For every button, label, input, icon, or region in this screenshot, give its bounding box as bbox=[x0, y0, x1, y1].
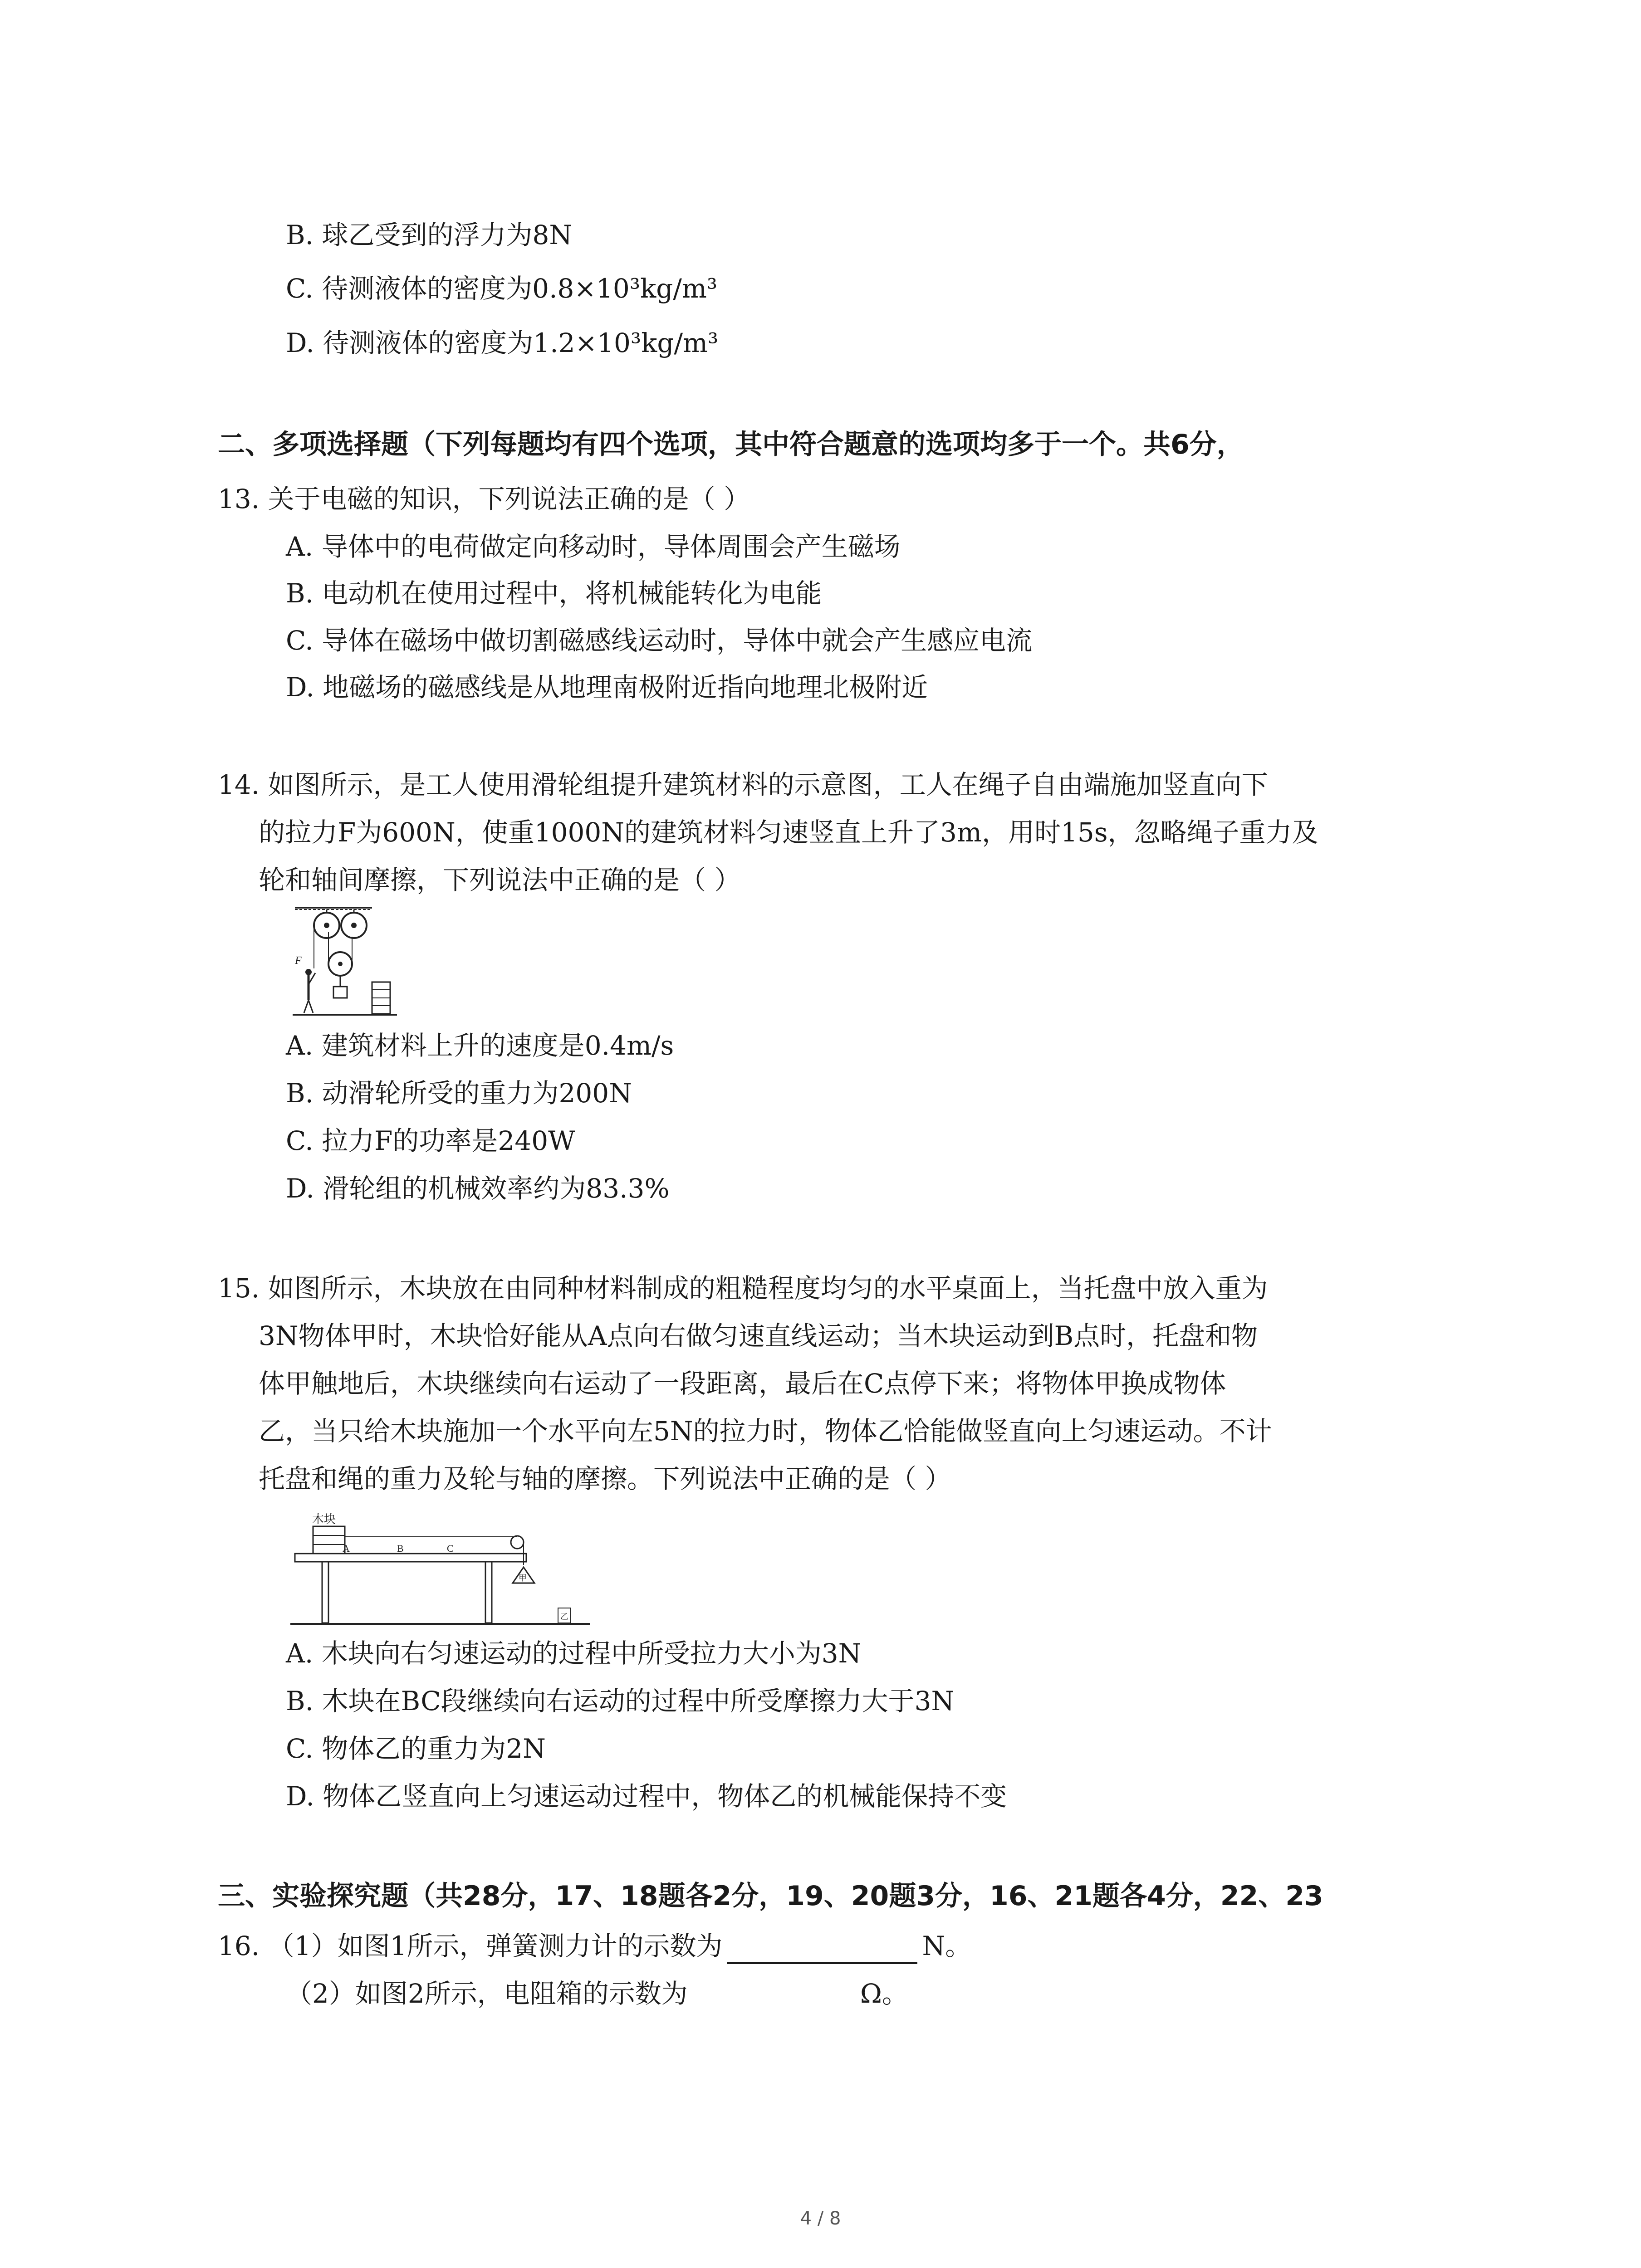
q14-stem-line-3: 轮和轴间摩擦，下列说法中正确的是（ ） bbox=[259, 865, 741, 895]
q15-stem-line-4: 乙，当只给木块施加一个水平向左5N的拉力时，物体乙恰能做竖直向上匀速运动。不计 bbox=[259, 1416, 1272, 1447]
q12-option-c: C. 待测液体的密度为0.8×10³kg/m³ bbox=[286, 273, 718, 304]
q14-figure-label-f: F bbox=[295, 955, 302, 967]
q14-option-c: C. 拉力F的功率是240W bbox=[286, 1125, 575, 1156]
section-3-heading: 三、实验探究题（共28分，17、18题各2分，19、20题3分，16、21题各4分，22、23 bbox=[218, 1880, 1323, 1912]
q12-option-d: D. 待测液体的密度为1.2×10³kg/m³ bbox=[286, 327, 719, 358]
q13-option-d: D. 地磁场的磁感线是从地理南极附近指向地理北极附近 bbox=[286, 672, 928, 703]
page-number: 4 / 8 bbox=[800, 2208, 841, 2229]
q16-part-1-answer-blank[interactable] bbox=[727, 1935, 917, 1964]
q15-figure-label-ground: 乙 bbox=[560, 1612, 568, 1622]
q16-part-2-unit: Ω。 bbox=[860, 1978, 908, 2009]
q15-figure-label-b: B bbox=[397, 1543, 404, 1554]
q16-part-1 bbox=[218, 1928, 971, 1964]
q15-figure-label-block: 木块 bbox=[312, 1513, 336, 1526]
q15-option-d: D. 物体乙竖直向上匀速运动过程中，物体乙的机械能保持不变 bbox=[286, 1781, 1007, 1812]
q15-stem-line-1: 15. 如图所示，木块放在由同种材料制成的粗糙程度均匀的水平桌面上，当托盘中放入重为 bbox=[218, 1273, 1268, 1304]
q13-option-c: C. 导体在磁场中做切割磁感线运动时，导体中就会产生感应电流 bbox=[286, 625, 1033, 656]
q15-option-a: A. 木块向右匀速运动的过程中所受拉力大小为3N bbox=[286, 1638, 862, 1669]
q13-stem: 13. 关于电磁的知识，下列说法正确的是（ ） bbox=[218, 484, 750, 514]
q14-option-d: D. 滑轮组的机械效率约为83.3% bbox=[286, 1173, 670, 1204]
q15-table-figure bbox=[290, 1506, 599, 1628]
q16-part-2-text: （2）如图2所示，电阻箱的示数为 bbox=[286, 1978, 688, 2009]
q15-stem-line-2: 3N物体甲时，木块恰好能从A点向右做匀速直线运动；当木块运动到B点时，托盘和物 bbox=[259, 1320, 1258, 1351]
q15-option-c: C. 物体乙的重力为2N bbox=[286, 1733, 546, 1764]
q15-stem-line-3: 体甲触地后，木块继续向右运动了一段距离，最后在C点停下来；将物体甲换成物体 bbox=[259, 1368, 1226, 1399]
q15-figure-label-tray: 甲 bbox=[519, 1574, 527, 1583]
q14-option-b: B. 动滑轮所受的重力为200N bbox=[286, 1078, 632, 1109]
q15-stem-line-5: 托盘和绳的重力及轮与轴的摩擦。下列说法中正确的是（ ） bbox=[259, 1463, 951, 1494]
q14-pulley-figure bbox=[290, 905, 399, 1018]
q15-option-b: B. 木块在BC段继续向右运动的过程中所受摩擦力大于3N bbox=[286, 1686, 955, 1716]
q14-stem-line-1: 14. 如图所示，是工人使用滑轮组提升建筑材料的示意图，工人在绳子自由端施加竖直向下 bbox=[218, 769, 1268, 800]
q16-part-1-text: 16. （1）如图1所示，弹簧测力计的示数为 bbox=[218, 1931, 723, 1961]
q16-part-1-unit: N。 bbox=[922, 1931, 972, 1961]
q13-option-b: B. 电动机在使用过程中，将机械能转化为电能 bbox=[286, 578, 822, 609]
q14-stem-line-2: 的拉力F为600N，使重1000N的建筑材料匀速竖直上升了3m，用时15s，忽略绳子重力及 bbox=[259, 817, 1318, 848]
q15-figure-label-a: A bbox=[343, 1543, 350, 1554]
q14-option-a: A. 建筑材料上升的速度是0.4m/s bbox=[286, 1030, 674, 1061]
q16-part-2 bbox=[286, 1975, 908, 2012]
q12-option-b: B. 球乙受到的浮力为8N bbox=[286, 220, 573, 250]
section-2-heading: 二、多项选择题（下列每题均有四个选项，其中符合题意的选项均多于一个。共6分， bbox=[218, 429, 1244, 460]
q13-option-a: A. 导体中的电荷做定向移动时，导体周围会产生磁场 bbox=[286, 531, 901, 562]
q15-figure-label-c: C bbox=[447, 1543, 454, 1554]
